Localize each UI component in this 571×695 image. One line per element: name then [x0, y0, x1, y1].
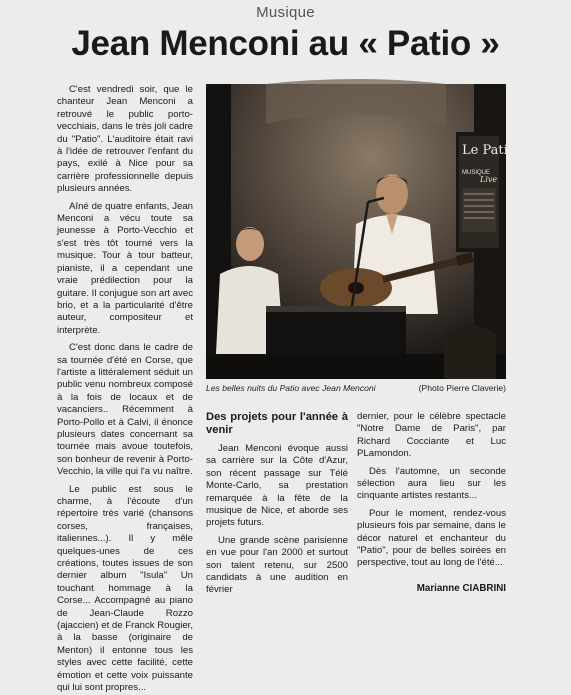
- middle-column: [206, 411, 348, 601]
- subheading: Des projets pour l'année à venir: [206, 411, 348, 436]
- poster-subtitle: MUSIQUE: [462, 170, 491, 176]
- author-signature: Marianne CIABRINI: [416, 583, 506, 594]
- photo-credit: (Photo Pierre Claverie): [418, 383, 506, 393]
- left-column: [57, 84, 193, 694]
- paragraph: Le public est sous le charme, à l'écoute d'un répertoire très varié (chansons corses, françaises, italiennes...). Il y mêle quelques-unes de ces créations, toutes issues de son dernier album "Isula" Un touchant hommage à la Corse... Accompagné au piano de Jean-Claude Rozzo (ajaccien) et de Franck Rougier, à la basse (originaire de Menton) il entonne tous les styles avec cette facilité, cette émotion et cette voix puissante qui lui sont propres...: [57, 483, 193, 694]
- patio-poster: [456, 132, 516, 252]
- paragraph: Pour le moment, rendez-vous plusieurs fois par semaine, dans le décor naturel et enchanteur du "Patio", pour de belles soirées en perspective, tout au long de l'été...: [357, 507, 506, 569]
- poster-title: Le Patio: [462, 143, 516, 158]
- paragraph: Aîné de quatre enfants, Jean Menconi a vécu toute sa jeunesse à Porto-Vecchio et s'est très tôt tourné vers la musique. Tour à tour batteur, pianiste, il a cependant une vraie prédilection pour la guitare. Il conjugue son art avec brio, et a la particularité d'être auteur, compositeur et interprète.: [57, 200, 193, 336]
- paragraph: dernier, pour le célèbre spectacle "Notre Dame de Paris", par Richard Cocciante et Luc PLamondon.: [357, 411, 506, 460]
- photo-caption: Les belles nuits du Patio avec Jean Menconi: [206, 383, 376, 393]
- paragraph: Jean Menconi évoque aussi sa carrière sur la Côte d'Azur, son récent passage sur Télé Monte-Carlo, sa prestation remarquée à la fête de la musique de Nice, et aborde ses projets futurs.: [206, 443, 348, 529]
- paragraph: C'est vendredi soir, que le chanteur Jean Menconi a retrouvé le public porto-vecchiais, dans le très joli cadre du "Patio". L'auditoire était ravi à l'idée de retrouver l'enfant du pays, exilé à Nice pour sa carrière professionnelle depuis plusieurs années.: [57, 84, 193, 195]
- concert-photo: [206, 84, 516, 379]
- paragraph: Dès l'automne, un seconde sélection aura lieu sur les cinquante artistes restants...: [357, 465, 506, 502]
- paragraph: C'est donc dans le cadre de sa tournée d'été en Corse, que l'artiste a littéralement séduit un public venu nombreux composé à la fois de locaux et de vacanciers.. Récemment à Porto-Pollo et à Calvi, il énonce plusieurs dates concernant sa tournée mais avoue toutefois, son bonheur de revenir à Porto-Vecchio, la ville qui l'a vu naître.: [57, 342, 193, 478]
- paragraph: Une grande scène parisienne en vue pour l'an 2000 et surtout son talent retenu, sur 2500 candidats à une audition en février: [206, 534, 348, 596]
- section-rubric: Musique: [256, 4, 315, 21]
- right-column: [357, 411, 506, 581]
- article-headline: Jean Menconi au « Patio »: [71, 24, 500, 63]
- photo-caption-row: [206, 383, 506, 393]
- poster-live: Live: [480, 175, 498, 184]
